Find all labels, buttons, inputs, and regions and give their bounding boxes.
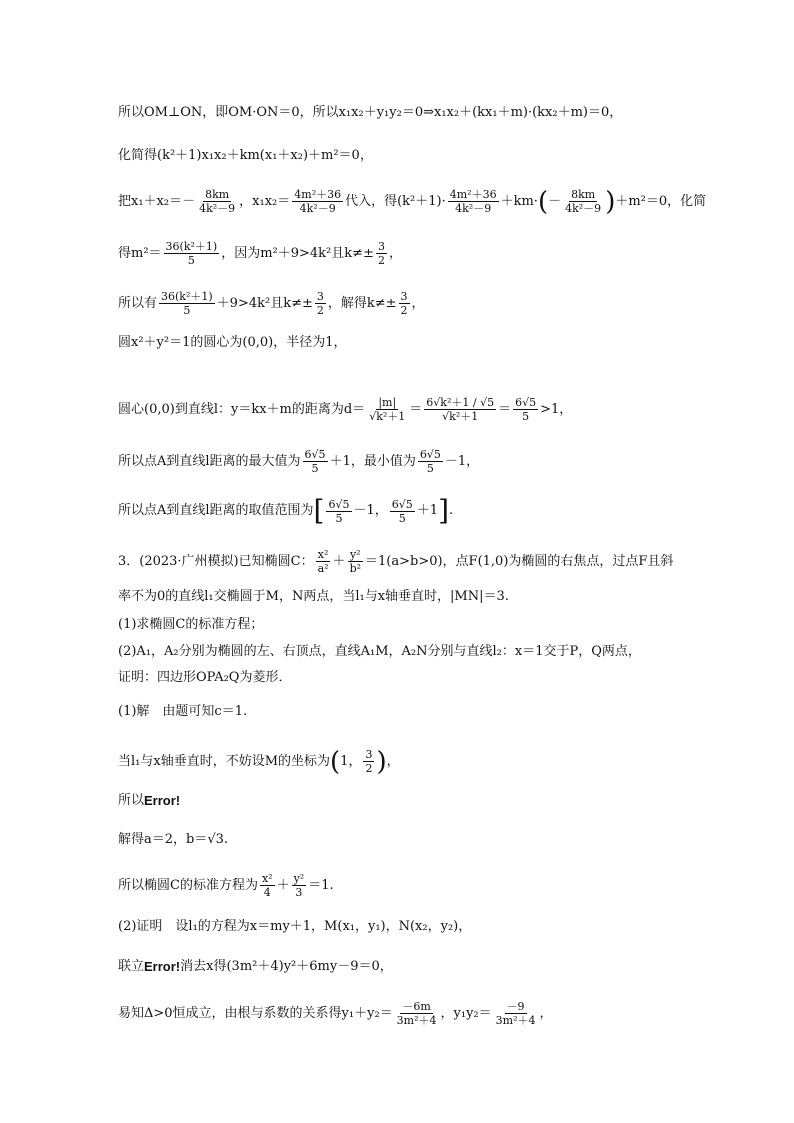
text-line [118, 494, 454, 527]
line-text: 圆x²＋y²＝1的圆心为(0,0)，半径为1， [118, 335, 347, 350]
left-paren: ( [537, 186, 549, 217]
line-text: 所以有 [118, 295, 158, 311]
numerator: x² [317, 548, 329, 561]
denominator: 5 [311, 462, 319, 475]
denominator: 3m²＋4 [396, 1014, 437, 1027]
line-text: (2)证明 设l₁的方程为x＝my＋1，M(x₁，y₁)，N(x₂，y₂)， [118, 919, 472, 934]
line-text: 所以椭圆C的标准方程为 [118, 877, 258, 893]
denominator: 5 [398, 511, 406, 525]
numerator: x² [261, 872, 273, 885]
denominator: 3 [295, 886, 303, 899]
line-text: ＝ [409, 401, 423, 417]
text-line [118, 1000, 553, 1027]
line-text: 联立 [118, 959, 145, 974]
numerator: 6√5 [304, 448, 326, 461]
fraction [164, 240, 220, 267]
fraction [513, 396, 538, 423]
text-line [118, 872, 334, 899]
line-text: ＋ [276, 877, 290, 893]
numerator: －6m [402, 1000, 431, 1013]
text-line [118, 792, 180, 810]
line-text: ，x₁x₂＝ [239, 193, 291, 209]
text-line [118, 643, 641, 661]
line-text: >1， [540, 401, 573, 417]
numerator: －9 [506, 1000, 525, 1013]
numerator: 3 [316, 290, 324, 303]
line-text: 当l₁与x轴垂直时，不妨设M的坐标为 [118, 753, 331, 769]
numerator: 8km [571, 188, 596, 201]
line-text: ＋1 [416, 503, 439, 518]
denominator: 3m²＋4 [495, 1014, 536, 1027]
fraction [376, 240, 387, 267]
text-line [118, 334, 346, 352]
denominator: 5 [522, 410, 530, 423]
fraction [315, 290, 326, 317]
line-text: 消去x得(3m²＋4)y²＋6my－9＝0， [180, 959, 393, 974]
line-text: 代入，得(k²＋1)· [345, 193, 446, 209]
numerator: 6√5 [391, 497, 413, 511]
numerator: 6√5 [515, 396, 537, 409]
fraction [390, 498, 415, 525]
text-line [118, 448, 479, 475]
numerator: 3 [400, 290, 408, 303]
fraction [316, 548, 331, 575]
fraction [303, 448, 328, 475]
text-line [118, 918, 471, 936]
line-text: 证明：四边形OPA₂Q为菱形． [118, 670, 292, 685]
line-text: ＋km· [500, 193, 538, 209]
text-line [118, 616, 263, 634]
right-paren: ) [376, 746, 387, 777]
line-text: －1， [353, 503, 388, 518]
text-line [118, 548, 673, 575]
line-text: ， [411, 295, 425, 311]
error-text: Error! [144, 793, 181, 808]
numerator: 3 [365, 748, 373, 761]
denominator: 5 [335, 511, 343, 525]
denominator: 4k²－9 [299, 202, 336, 215]
text-line [118, 748, 400, 775]
line-text: ＝ [498, 401, 512, 417]
numerator: y² [349, 548, 361, 561]
denominator: 5 [187, 254, 195, 267]
text-line [118, 147, 373, 165]
line-text: 3．(2023·广州模拟)已知椭圆C： [118, 553, 314, 569]
fraction [363, 748, 374, 775]
text-line [118, 240, 402, 267]
denominator: 2 [400, 304, 408, 317]
line-text: ＋m²＝0，化简 [615, 193, 707, 209]
right-bracket: ] [438, 494, 450, 527]
denominator: 5 [183, 304, 191, 317]
line-text: 所以点A到直线l距离的取值范围为 [118, 503, 314, 518]
line-text: ， [388, 245, 402, 261]
line-text: 1， [340, 753, 362, 769]
line-text: 率不为0的直线l₁交椭圆于M，N两点，当l₁与x轴垂直时，|MN|＝3. [118, 589, 509, 604]
line-text: ，解得k≠± [327, 295, 397, 311]
line-text: (1)解 由题可知c＝1. [118, 704, 248, 719]
fraction [563, 188, 603, 215]
denominator: 2 [316, 304, 324, 317]
denominator: 2 [377, 254, 385, 267]
numerator: 4m²＋36 [449, 188, 497, 201]
denominator: 2 [365, 762, 373, 775]
line-text: 易知Δ>0恒成立，由根与系数的关系得y₁＋y₂＝ [118, 1005, 393, 1021]
fraction [395, 1000, 439, 1027]
fraction [348, 548, 363, 575]
fraction [326, 498, 351, 525]
line-text: 得m²＝ [118, 245, 162, 261]
line-text: ， [386, 753, 400, 769]
fraction [197, 188, 237, 215]
left-paren: ( [330, 746, 341, 777]
line-text: (1)求椭圆C的标准方程； [118, 617, 264, 632]
line-text: 圆心(0,0)到直线l：y＝kx＋m的距离为d＝ [118, 401, 366, 417]
denominator: 5 [426, 462, 434, 475]
text-line [118, 104, 622, 122]
denominator: 4k²－9 [565, 202, 602, 215]
line-text: ， [539, 1005, 553, 1021]
numerator: 36(k²＋1) [165, 240, 218, 253]
error-text: Error! [144, 959, 181, 974]
line-text: ＝1(a>b>0)，点F(1,0)为椭圆的右焦点，过点F且斜 [365, 553, 674, 569]
line-text: ，因为m²＋9>4k²且k≠± [221, 245, 374, 261]
denominator: b² [349, 562, 362, 575]
numerator: 6√5 [419, 448, 441, 461]
denominator: 4k²－9 [199, 202, 236, 215]
fraction [159, 290, 215, 317]
right-paren: ) [605, 186, 616, 217]
line-text: 所以OM⊥ON，即OM·ON＝0，所以x₁x₂＋y₁y₂＝0⇒x₁x₂＋(kx₁＋m)·(kx₂＋m)＝0， [118, 105, 623, 120]
fraction [399, 290, 410, 317]
numerator: 36(k²＋1) [161, 290, 213, 303]
numerator: 4m²＋36 [294, 188, 342, 201]
text-line [118, 396, 572, 423]
line-text: ＋ [332, 553, 346, 569]
text-line [118, 831, 228, 849]
fraction [448, 188, 499, 215]
line-text: 所以 [118, 793, 145, 808]
fraction [418, 448, 443, 475]
line-text: －1， [444, 453, 480, 469]
fraction [367, 396, 407, 423]
text-line [118, 588, 509, 606]
line-text: 把x₁＋x₂＝－ [118, 193, 196, 209]
numerator: 3 [377, 240, 385, 253]
line-text: 化简得(k²＋1)x₁x₂＋km(x₁＋x₂)＋m²＝0， [118, 148, 373, 163]
fraction [292, 188, 343, 215]
denominator: √k²＋1 [369, 410, 406, 423]
line-text: ＋9>4k²且k≠± [216, 295, 313, 311]
denominator: a² [317, 562, 329, 575]
line-text: (2)A₁，A₂分别为椭圆的左、右顶点，直线A₁M，A₂N分别与直线l₂：x＝1交于P，Q两点， [118, 644, 641, 659]
line-text: ＋1，最小值为 [329, 453, 416, 469]
text-line [118, 290, 425, 317]
line-text: － [548, 193, 562, 209]
numerator: y² [293, 872, 305, 885]
fraction [260, 872, 275, 899]
numerator: 6√k²＋1 / √5 [426, 396, 495, 409]
text-line [118, 703, 247, 721]
line-text: ，y₁y₂＝ [440, 1005, 492, 1021]
line-text: . [449, 503, 454, 518]
text-line [118, 188, 706, 215]
denominator: 4 [263, 886, 271, 899]
fraction [424, 396, 496, 423]
denominator: √k²＋1 [442, 410, 479, 423]
numerator: |m| [378, 396, 397, 409]
text-line [118, 669, 291, 687]
numerator: 6√5 [328, 497, 350, 511]
line-text: 解得a＝2，b＝√3. [118, 832, 229, 847]
line-text: ＝1. [308, 877, 334, 893]
fraction [292, 872, 307, 899]
fraction [494, 1000, 538, 1027]
line-text: 所以点A到直线l距离的最大值为 [118, 453, 301, 469]
numerator: 8km [205, 188, 230, 201]
left-bracket: [ [313, 494, 325, 527]
text-line [118, 958, 393, 976]
denominator: 4k²－9 [455, 202, 492, 215]
